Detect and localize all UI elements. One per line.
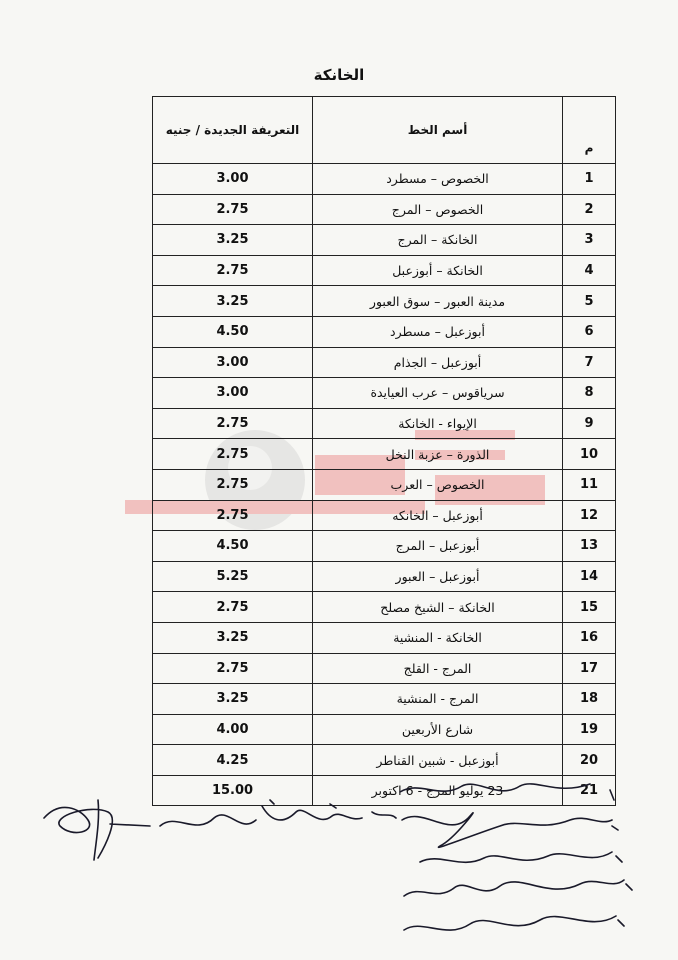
row-number: 14 (563, 561, 616, 592)
row-number: 4 (563, 255, 616, 286)
row-line-name: المرج - القلج (313, 653, 563, 684)
table-row (153, 714, 616, 745)
table-row (153, 286, 616, 317)
row-number: 16 (563, 622, 616, 653)
row-fare: 4.50 (153, 316, 313, 347)
row-line-name: المرج - المنشية (313, 684, 563, 715)
row-number: 6 (563, 316, 616, 347)
row-number: 5 (563, 286, 616, 317)
header-line-name: أسم الخط (313, 97, 563, 164)
row-fare: 4.50 (153, 531, 313, 562)
row-line-name: الذورة – عزبة النخل (313, 439, 563, 470)
row-number: 19 (563, 714, 616, 745)
table-row (153, 653, 616, 684)
table-row (153, 469, 616, 500)
row-line-name: الخصوص – العرب (313, 469, 563, 500)
table-row (153, 164, 616, 195)
row-fare: 3.25 (153, 622, 313, 653)
right-signature-2 (402, 813, 618, 848)
row-fare: 3.00 (153, 347, 313, 378)
row-fare: 3.25 (153, 225, 313, 256)
row-line-name: مدينة العبور – سوق العبور (313, 286, 563, 317)
row-line-name: أبوزعبل – مسطرد (313, 316, 563, 347)
row-fare: 2.75 (153, 408, 313, 439)
row-fare: 4.00 (153, 714, 313, 745)
table-row (153, 684, 616, 715)
row-line-name: الإيواء - الخانكة (313, 408, 563, 439)
row-line-name: 23 يوليو المرج - 6 اكتوبر (313, 775, 563, 806)
row-number: 8 (563, 378, 616, 409)
row-fare: 2.75 (153, 592, 313, 623)
row-line-name: الخانكة - المنشية (313, 622, 563, 653)
row-fare: 15.00 (153, 775, 313, 806)
fare-table (152, 96, 616, 806)
table-row (153, 255, 616, 286)
row-number: 12 (563, 500, 616, 531)
row-line-name: أبوزعبل – الخانكه (313, 500, 563, 531)
row-line-name: شارع الأربعين (313, 714, 563, 745)
page-title: الخانكة (313, 66, 365, 84)
row-fare: 5.25 (153, 561, 313, 592)
row-fare: 4.25 (153, 745, 313, 776)
header-number: م (563, 97, 616, 164)
row-number: 17 (563, 653, 616, 684)
row-number: 21 (563, 775, 616, 806)
row-fare: 2.75 (153, 255, 313, 286)
table-row (153, 561, 616, 592)
table-row (153, 745, 616, 776)
row-line-name: أبوزعبل – المرج (313, 531, 563, 562)
row-number: 18 (563, 684, 616, 715)
table-row (153, 622, 616, 653)
row-number: 11 (563, 469, 616, 500)
row-fare: 2.75 (153, 653, 313, 684)
table-row (153, 316, 616, 347)
table-row (153, 408, 616, 439)
row-fare: 2.75 (153, 194, 313, 225)
right-signature-5 (404, 916, 624, 930)
table-row (153, 531, 616, 562)
table-row (153, 347, 616, 378)
row-line-name: سرياقوس – عرب العيايدة (313, 378, 563, 409)
row-number: 3 (563, 225, 616, 256)
row-number: 2 (563, 194, 616, 225)
row-line-name: أبوزعبل - شبين القناطر (313, 745, 563, 776)
row-fare: 2.75 (153, 469, 313, 500)
row-number: 7 (563, 347, 616, 378)
table-row (153, 194, 616, 225)
row-number: 13 (563, 531, 616, 562)
table-header-row (153, 97, 616, 164)
row-line-name: أبوزعبل – العبور (313, 561, 563, 592)
row-line-name: الخانكة – أبوزعبل (313, 255, 563, 286)
table-row (153, 225, 616, 256)
row-fare: 2.75 (153, 439, 313, 470)
table-row (153, 500, 616, 531)
row-fare: 3.00 (153, 378, 313, 409)
row-number: 1 (563, 164, 616, 195)
row-fare: 3.25 (153, 684, 313, 715)
row-line-name: الخصوص – مسطرد (313, 164, 563, 195)
left-signature-scribble (44, 800, 150, 860)
row-fare: 2.75 (153, 500, 313, 531)
row-number: 15 (563, 592, 616, 623)
row-number: 20 (563, 745, 616, 776)
row-line-name: الخانكة – المرج (313, 225, 563, 256)
row-line-name: الخانكة – الشيخ مصلح (313, 592, 563, 623)
row-number: 10 (563, 439, 616, 470)
table-row (153, 378, 616, 409)
table-row (153, 592, 616, 623)
row-number: 9 (563, 408, 616, 439)
table-row (153, 439, 616, 470)
right-signature-4 (404, 880, 632, 896)
table-row (153, 775, 616, 806)
row-line-name: الخصوص – المرج (313, 194, 563, 225)
row-line-name: أبوزعبل – الجذام (313, 347, 563, 378)
row-fare: 3.25 (153, 286, 313, 317)
header-new-fare: التعريفة الجديدة / جنيه (153, 97, 313, 164)
right-signature-3 (420, 852, 622, 862)
row-fare: 3.00 (153, 164, 313, 195)
